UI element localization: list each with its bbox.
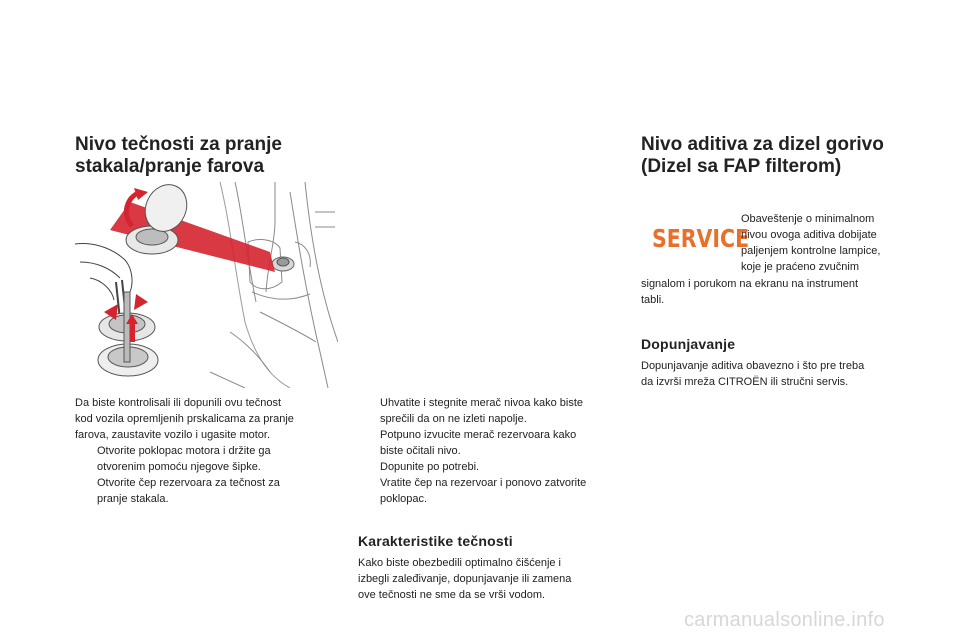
left-intro-line: farova, zaustavite vozilo i ugasite motor. xyxy=(75,429,271,441)
left-title-line2: stakala/pranje farova xyxy=(75,156,265,177)
right-title-line2: (Dizel sa FAP filterom) xyxy=(641,156,842,177)
step-line: Vratite čep na rezervoar i ponovo zatvorite xyxy=(380,477,587,489)
note-line: signalom i porukom na ekranu na instrument xyxy=(641,278,859,290)
step-line: Otvorite čep rezervoara za tečnost za xyxy=(97,477,280,489)
step-line: Otvorite poklopac motora i držite ga xyxy=(97,445,271,457)
middle-step xyxy=(358,475,623,507)
middle-step xyxy=(358,459,623,475)
step-line: Dopunite po potrebi. xyxy=(380,461,480,473)
left-intro xyxy=(75,395,335,507)
spec-line: Kako biste obezbedili optimalno čišćenje i xyxy=(358,557,562,569)
washer-reservoir-illustration xyxy=(70,182,338,388)
middle-step xyxy=(358,395,623,427)
step-line: sprečili da on ne izleti napolje. xyxy=(380,413,527,425)
refill-text xyxy=(641,358,911,390)
left-title xyxy=(75,134,282,178)
refill-heading: Dopunjavanje xyxy=(641,336,736,352)
fluid-spec-heading: Karakteristike tečnosti xyxy=(358,533,513,549)
fluid-spec-text xyxy=(358,555,623,603)
service-warning-icon: SERVICE xyxy=(652,224,750,253)
middle-step xyxy=(358,427,623,459)
left-step xyxy=(75,443,335,475)
left-intro-line: kod vozila opremljenih prskalicama za pranje xyxy=(75,413,294,425)
reservoir-cap xyxy=(272,257,294,271)
note-line: paljenjem kontrolne lampice, xyxy=(741,245,881,257)
right-title-line1: Nivo aditiva za dizel gorivo xyxy=(641,134,884,155)
hand-with-dipstick xyxy=(75,244,132,320)
note-line: tabli. xyxy=(641,294,665,306)
spec-line: ove tečnosti ne sme da se vrši vodom. xyxy=(358,589,546,601)
refill-line: Dopunjavanje aditiva obavezno i što pre treba xyxy=(641,360,865,372)
note-line: nivou ovoga aditiva dobijate xyxy=(741,229,877,241)
left-steps xyxy=(75,443,335,507)
step-line: Uhvatite i stegnite merač nivoa kako biste xyxy=(380,397,583,409)
note-line: koje je praćeno zvučnim xyxy=(741,261,860,273)
left-title-line1: Nivo tečnosti za pranje xyxy=(75,134,282,155)
middle-steps xyxy=(358,395,623,507)
left-intro-line: Da biste kontrolisali ili dopunili ovu tečnost xyxy=(75,397,282,409)
left-step xyxy=(75,475,335,507)
right-title xyxy=(641,134,884,178)
dipstick-cap xyxy=(98,292,158,376)
step-line: Potpuno izvucite merač rezervoara kako xyxy=(380,429,577,441)
watermark: carmanualsonline.info xyxy=(684,609,885,631)
spec-line: izbegli zaleđivanje, dopunjavanje ili zamena xyxy=(358,573,572,585)
step-line: otvorenim pomoću njegove šipke. xyxy=(97,461,261,473)
service-note-continued xyxy=(641,276,911,308)
refill-line: da izvrši mreža CITROËN ili stručni servis. xyxy=(641,376,849,388)
service-note xyxy=(741,211,911,275)
step-line: poklopac. xyxy=(380,493,428,505)
step-line: biste očitali nivo. xyxy=(380,445,461,457)
note-line: Obaveštenje o minimalnom xyxy=(741,213,875,225)
middle-steps-block xyxy=(358,395,623,507)
step-line: pranje stakala. xyxy=(97,493,169,505)
